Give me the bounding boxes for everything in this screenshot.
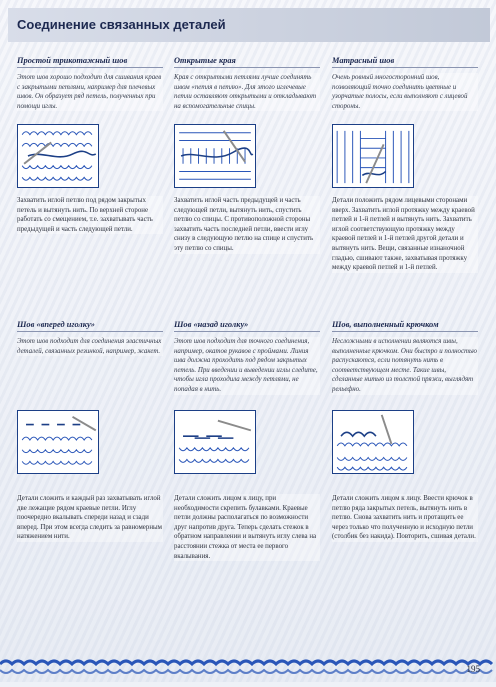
knitting-illustration bbox=[333, 125, 413, 187]
section-title: Шов «назад иголку» bbox=[174, 320, 320, 332]
section-title: Открытые края bbox=[174, 56, 320, 68]
section-mattress-seam bbox=[332, 56, 478, 111]
section-open-edges-body bbox=[174, 196, 320, 254]
section-intro: Этот шов подходит для точного соединения, например, окатов рукавов с проймами. Линия шва должна проходить под рядом закрытых петель. При введении и выведении иглы следите, чтобы игла проходила между петлями, не попадая в нить. bbox=[174, 337, 320, 395]
footer-decoration bbox=[0, 646, 496, 682]
section-crochet-seam bbox=[332, 320, 478, 395]
wave-border bbox=[0, 646, 496, 682]
section-mattress-seam-body bbox=[332, 196, 478, 273]
section-crochet-seam-body bbox=[332, 494, 478, 542]
section-running-stitch-body bbox=[17, 494, 163, 542]
section-title: Шов «вперед иголку» bbox=[17, 320, 163, 332]
knitting-illustration bbox=[175, 125, 255, 187]
knitting-illustration bbox=[175, 411, 255, 473]
section-intro: Края с открытыми петлями лучше соединять швом «петля в петлю». Для этого иглечевые петли оставляют открытыми и откладывают на вспомогательные спицы. bbox=[174, 73, 320, 111]
illustration-simple-seam bbox=[17, 124, 99, 188]
section-backstitch-body bbox=[174, 494, 320, 561]
section-simple-seam bbox=[17, 56, 163, 111]
knitting-illustration bbox=[333, 411, 413, 473]
section-intro: Этот шов хорошо подходит для сшивания краев с закрытыми петлями, например для плечевых швов. Он образует ряд петель, полученных при помощи иглы. bbox=[17, 74, 162, 110]
section-body: Захватить иглой часть предыдущей и часть следующей петли, вытянуть нить, спустить петлю со спицы. С противоположной стороны захватить часть последней петли, ввести иглу снизу в следующую петлю на спице и спустить эту петлю со спицы. bbox=[174, 196, 320, 254]
illustration-crochet-seam bbox=[332, 410, 414, 474]
section-title: Шов, выполненный крючком bbox=[332, 320, 478, 332]
section-intro: Этот шов подходит для соединения эластичных деталей, связанных резинкой, например, жакет. bbox=[17, 338, 162, 355]
illustration-mattress-seam bbox=[332, 124, 414, 188]
knitting-illustration bbox=[18, 125, 98, 187]
section-title: Простой трикотажный шов bbox=[17, 56, 163, 68]
page-number: 195 bbox=[466, 664, 480, 674]
illustration-backstitch bbox=[174, 410, 256, 474]
section-backstitch bbox=[174, 320, 320, 395]
section-running-stitch bbox=[17, 320, 163, 356]
section-title: Матрасный шов bbox=[332, 56, 478, 68]
section-body: Детали сложить и каждый раз захватывать иглой две лежащие рядом краевые петли. Иглу поочередно вкалывать спереди назад и сзади вперед. При этом всегда следить за равномерным натяжением нити. bbox=[17, 495, 162, 541]
section-body: Детали положить рядом лицевыми сторонами вверх. Захватить иглой протяжку между краевой петлей и 1-й петлей и вытянуть нить. Захватить иглой соответствующую протяжку между краевой петлей и 1-й петлей другой детали и вытянуть нить. Вещи, связанные изнаночной гладью, сшивают также, захватывая протяжку между краевой петлей и 1-й петлей. bbox=[332, 196, 478, 273]
section-body: Детали сложить лицом к лицу, при необходимости скрепить булавками. Краевые петли должны располагаться по возможности друг напротив друга. Теперь сделать стежок в обратном направлении и вытянуть иглу слева на расстоянии стежка от места ее первого вкалывания. bbox=[174, 494, 320, 561]
section-simple-seam-body bbox=[17, 196, 163, 234]
section-body: Детали сложить лицом к лицу. Ввести крючок в петлю ряда закрытых петель, вытянуть нить в петлю. Снова захватить нить и протащить ее через только что полученную и исходную петли (столбик без накида). Повторить, сшивая детали. bbox=[332, 494, 478, 542]
page-title: Соединение связанных деталей bbox=[17, 17, 226, 32]
knitting-illustration bbox=[18, 411, 98, 473]
illustration-running-stitch bbox=[17, 410, 99, 474]
section-intro: Очень ровный многосторонний шов, позволяющий точно соединить цветные и узорчатые полосы, если выполняют с лицевой стороны. bbox=[332, 73, 478, 111]
section-open-edges bbox=[174, 56, 320, 111]
section-body: Захватить иглой петлю под рядом закрытых петель и вытянуть нить. По верхней стороне работать со смещением, т.е. захватывать часть предыдущей и часть следующей петли. bbox=[17, 196, 163, 234]
section-intro: Несложными в исполнении являются швы, выполненные крючком. Они быстро и полностью распускаются, если потянуть нить в соответствующем месте. Такие швы, сделанные нитью из толстой пряжи, выглядят рельефно. bbox=[332, 338, 477, 393]
title-banner bbox=[8, 8, 490, 42]
illustration-open-edges bbox=[174, 124, 256, 188]
